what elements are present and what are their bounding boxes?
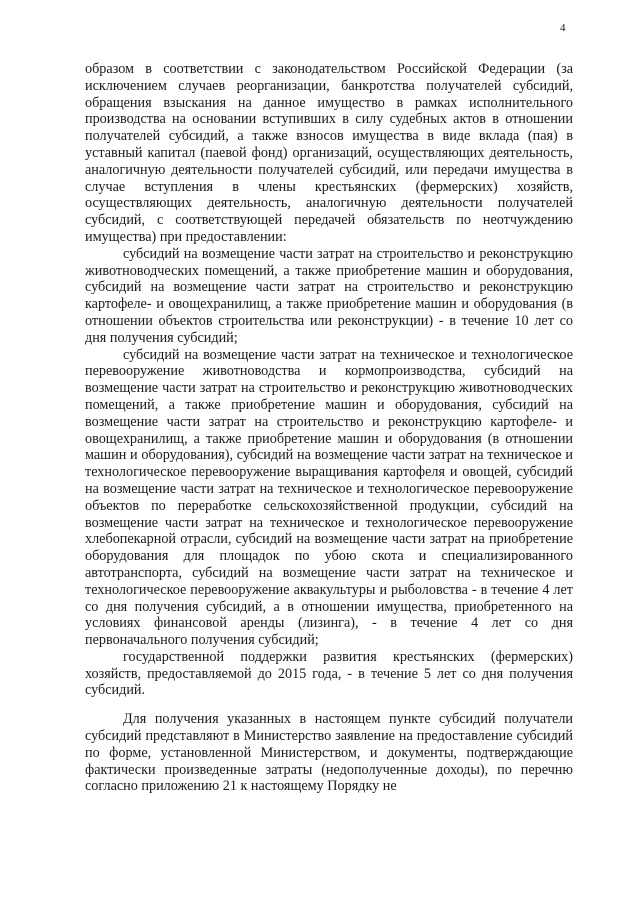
document-body [85, 61, 573, 795]
paragraph-application: Для получения указанных в настоящем пункте субсидий получатели субсидий представляют в Министерство заявление на предоставление субсидий по форме, установленной Министерством, и документы, подтверждающие фактически произведенные затраты (недополученные доходы), по перечню согласно приложению 21 к настоящему Порядку не [85, 711, 573, 795]
paragraph-subsidy-5-years: государственной поддержки развития крестьянских (фермерских) хозяйств, предоставляемой до 2015 года, - в течение 5 лет со дня получения субсидий. [85, 648, 573, 699]
paragraph-subsidy-10-years: субсидий на возмещение части затрат на строительство и реконструкцию животноводческих помещений, а также приобретение машин и оборудования, субсидий на возмещение части затрат на строительство и реконструкцию картофеле- и овощехранилищ, а также приобретение машин и оборудования (в отношении объектов строительства или реконструкции) - в течение 10 лет со дня получения субсидий; [85, 245, 573, 346]
paragraph-continuation: образом в соответствии с законодательством Российской Федерации (за исключением случаев реорганизации, банкротства получателей субсидий, обращения взыскания на данное имущество в рамках исполнительного производства на основании вступивших в силу судебных актов в отношении получателей субсидий, а также взносов имущества в виде вклада (пая) в уставный капитал (паевой фонд) организаций, осуществляющих деятельность, аналогичную деятельности получателей субсидий, или передачи имущества в случае вступления в члены крестьянских (фермерских) хозяйств, осуществляющих деятельность, аналогичную деятельности получателей субсидий, с соответствующей передачей обязательств по неотчуждению имущества) при предоставлении: [85, 61, 573, 245]
page-number: 4 [560, 22, 566, 34]
paragraph-subsidy-4-years: субсидий на возмещение части затрат на техническое и технологическое перевооружение животноводства и кормопроизводства, субсидий на возмещение части затрат на строительство и реконструкцию животноводческих помещений, а также приобретение машин и оборудования, субсидий на возмещение части затрат на строительство и реконструкцию картофеле- и овощехранилищ, а также приобретение машин и оборудования (в отношении машин и оборудования), субсидий на возмещение части затрат на техническое и технологическое перевооружение выращивания картофеля и овощей, субсидий на возмещение части затрат на техническое и технологическое перевооружение объектов по переработке сельскохозяйственной продукции, субсидий на возмещение части затрат на техническое и технологическое перевооружение хлебопекарной отрасли, субсидий на возмещение части затрат на приобретение оборудования для площадок по убою скота и специализированного автотранспорта, субсидий на возмещение части затрат на техническое и технологическое перевооружение аквакультуры и рыболовства - в течение 4 лет со дня получения субсидий, а в отношении имущества, приобретенного на условиях финансовой аренды (лизинга), - в течение 4 лет со дня первоначального получения субсидий; [85, 346, 573, 649]
